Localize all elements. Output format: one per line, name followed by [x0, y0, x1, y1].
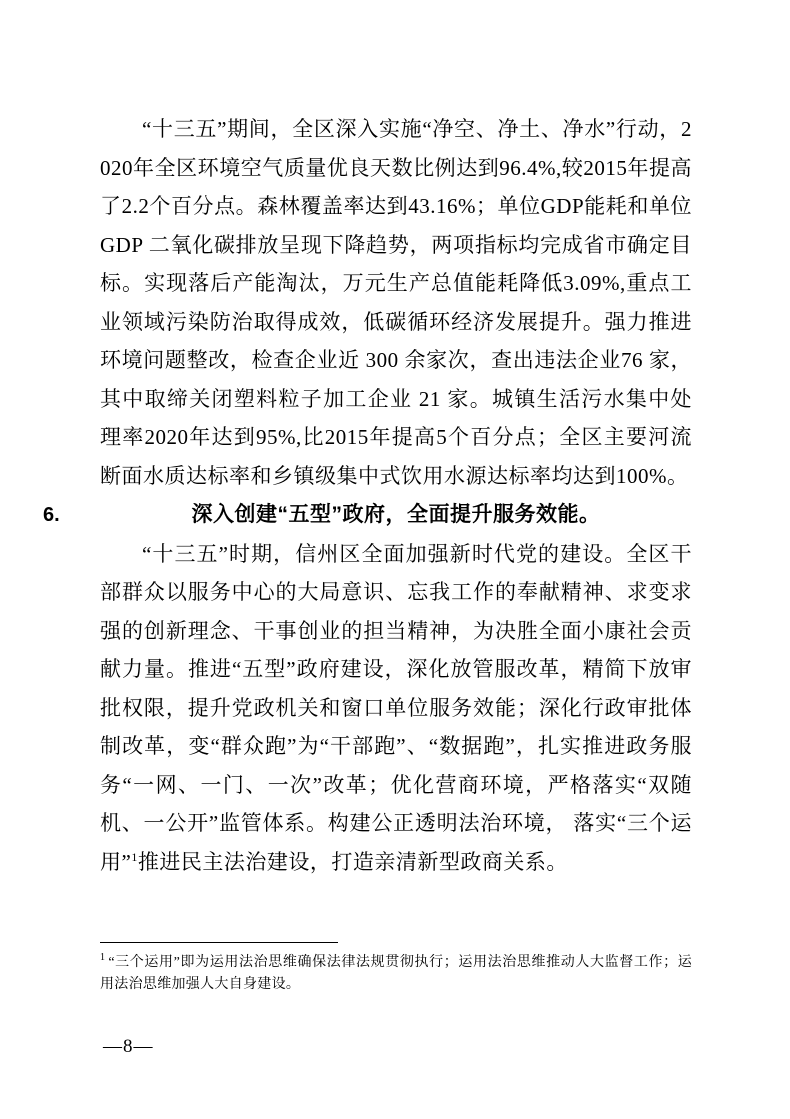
- footnote-marker: 1: [100, 952, 106, 964]
- footnote-separator-rule: [100, 942, 338, 943]
- footnote-reference-marker: 1: [131, 849, 138, 864]
- paragraph-government-service: [100, 535, 692, 882]
- footnote-text: “三个运用”即为运用法治思维确保法律法规贯彻执行；运用法治思维推动人大监督工作；运用法治思维加强人大自身建设。: [100, 955, 692, 992]
- footnote: [100, 952, 692, 996]
- section-heading-row: [43, 496, 692, 535]
- paragraph-government-text-before: “十三五”时期，信州区全面加强新时代党的建设。全区干部群众以服务中心的大局意识、忘我工作的奉献精神、求变求强的创新理念、干事创业的担当精神，为决胜全面小康社会贡献力量。推进“五型”政府建设，深化放管服改革，精简下放审批权限，提升党政机关和窗口单位服务效能；深化行政审批体制改革，变“群众跑”为“干部跑”、“数据跑”，扎实推进政务服务“一网、一门、一次”改革；优化营商环境，严格落实“双随机、一公开”监管体系。构建公正透明法治环境， 落实“三个运用”: [100, 541, 692, 874]
- section-heading: 深入创建“五型”政府，全面提升服务效能。: [191, 503, 601, 526]
- section-number: 6.: [43, 504, 60, 526]
- page-number: —8—: [103, 1036, 154, 1057]
- paragraph-environment-achievements: “十三五”期间，全区深入实施“净空、净土、净水”行动，2020年全区环境空气质量优良天数比例达到96.4%,较2015年提高了2.2个百分点。森林覆盖率达到43.16%；单位GDP能耗和单位GDP 二氧化碳排放呈现下降趋势，两项指标均完成省市确定目标。实现落后产能淘汰，万元生产总值能耗降低3.09%,重点工业领域污染防治取得成效，低碳循环经济发展提升。强力推进环境问题整改，检查企业近 300 余家次，查出违法企业76 家，其中取缔关闭塑料粒子加工企业 21 家。城镇生活污水集中处理率2020年达到95%,比2015年提高5个百分点；全区主要河流断面水质达标率和乡镇级集中式饮用水源达标率均达到100%。: [100, 117, 692, 488]
- footnote-area: [100, 942, 692, 996]
- paragraph-government-text-after: 推进民主法治建设，打造亲清新型政商关系。: [137, 849, 568, 874]
- document-body: [43, 110, 692, 881]
